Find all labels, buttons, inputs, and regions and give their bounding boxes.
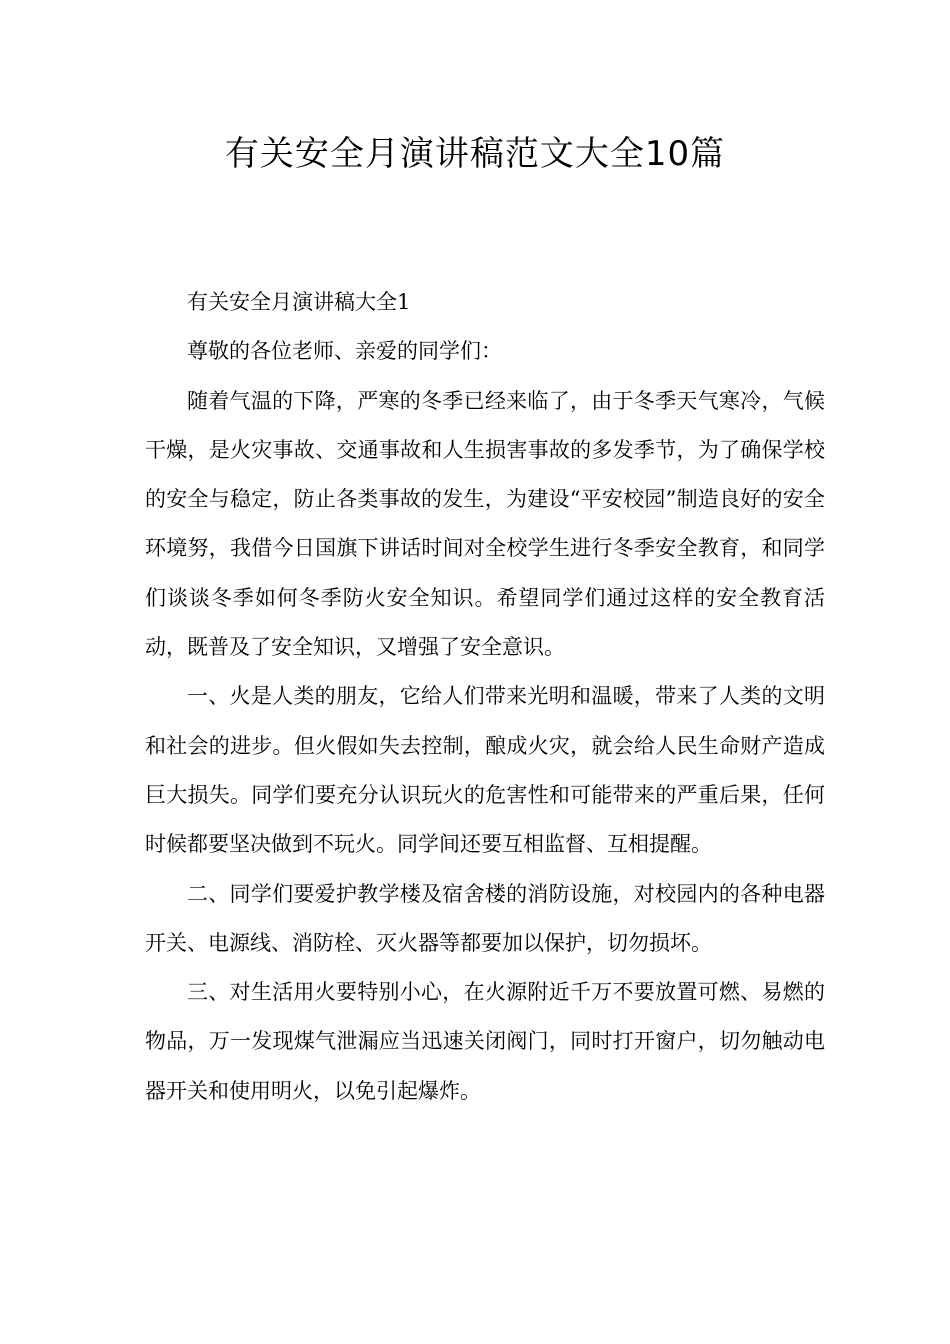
- document-title: 有关安全月演讲稿范文大全10篇: [224, 134, 726, 174]
- salutation: 尊敬的各位老师、亲爱的同学们：: [187, 339, 502, 364]
- document-body: [145, 278, 825, 1116]
- body-paragraph: 随着气温的下降，严寒的冬季已经来临了，由于冬季天气寒冷，气候干燥，是火灾事故、交通事故和人生损害事故的多发季节，为了确保学校的安全与稳定，防止各类事故的发生，为建设“平安校园”制造良好的安全环境努，我借今日国旗下讲话时间对全校学生进行冬季安全教育，和同学们谈谈冬季如何冬季防火安全知识。希望同学们通过这样的安全教育活动，既普及了安全知识，又增强了安全意识。: [145, 388, 825, 660]
- body-paragraph: 三、对生活用火要特别小心，在火源附近千万不要放置可燃、易燃的物品，万一发现煤气泄漏应当迅速关闭阀门，同时打开窗户，切勿触动电器开关和使用明火，以免引起爆炸。: [145, 980, 825, 1103]
- section-heading: 有关安全月演讲稿大全1: [187, 290, 411, 314]
- body-paragraph: 一、火是人类的朋友，它给人们带来光明和温暖，带来了人类的文明和社会的进步。但火假如失去控制，酿成火灾，就会给人民生命财产造成巨大损失。同学们要充分认识玩火的危害性和可能带来的严重后果，任何时候都要坚决做到不玩火。同学间还要互相监督、互相提醒。: [145, 684, 825, 857]
- body-paragraph: 二、同学们要爱护教学楼及宿舍楼的消防设施，对校园内的各种电器开关、电源线、消防栓、灭火器等都要加以保护，切勿损坏。: [145, 881, 825, 955]
